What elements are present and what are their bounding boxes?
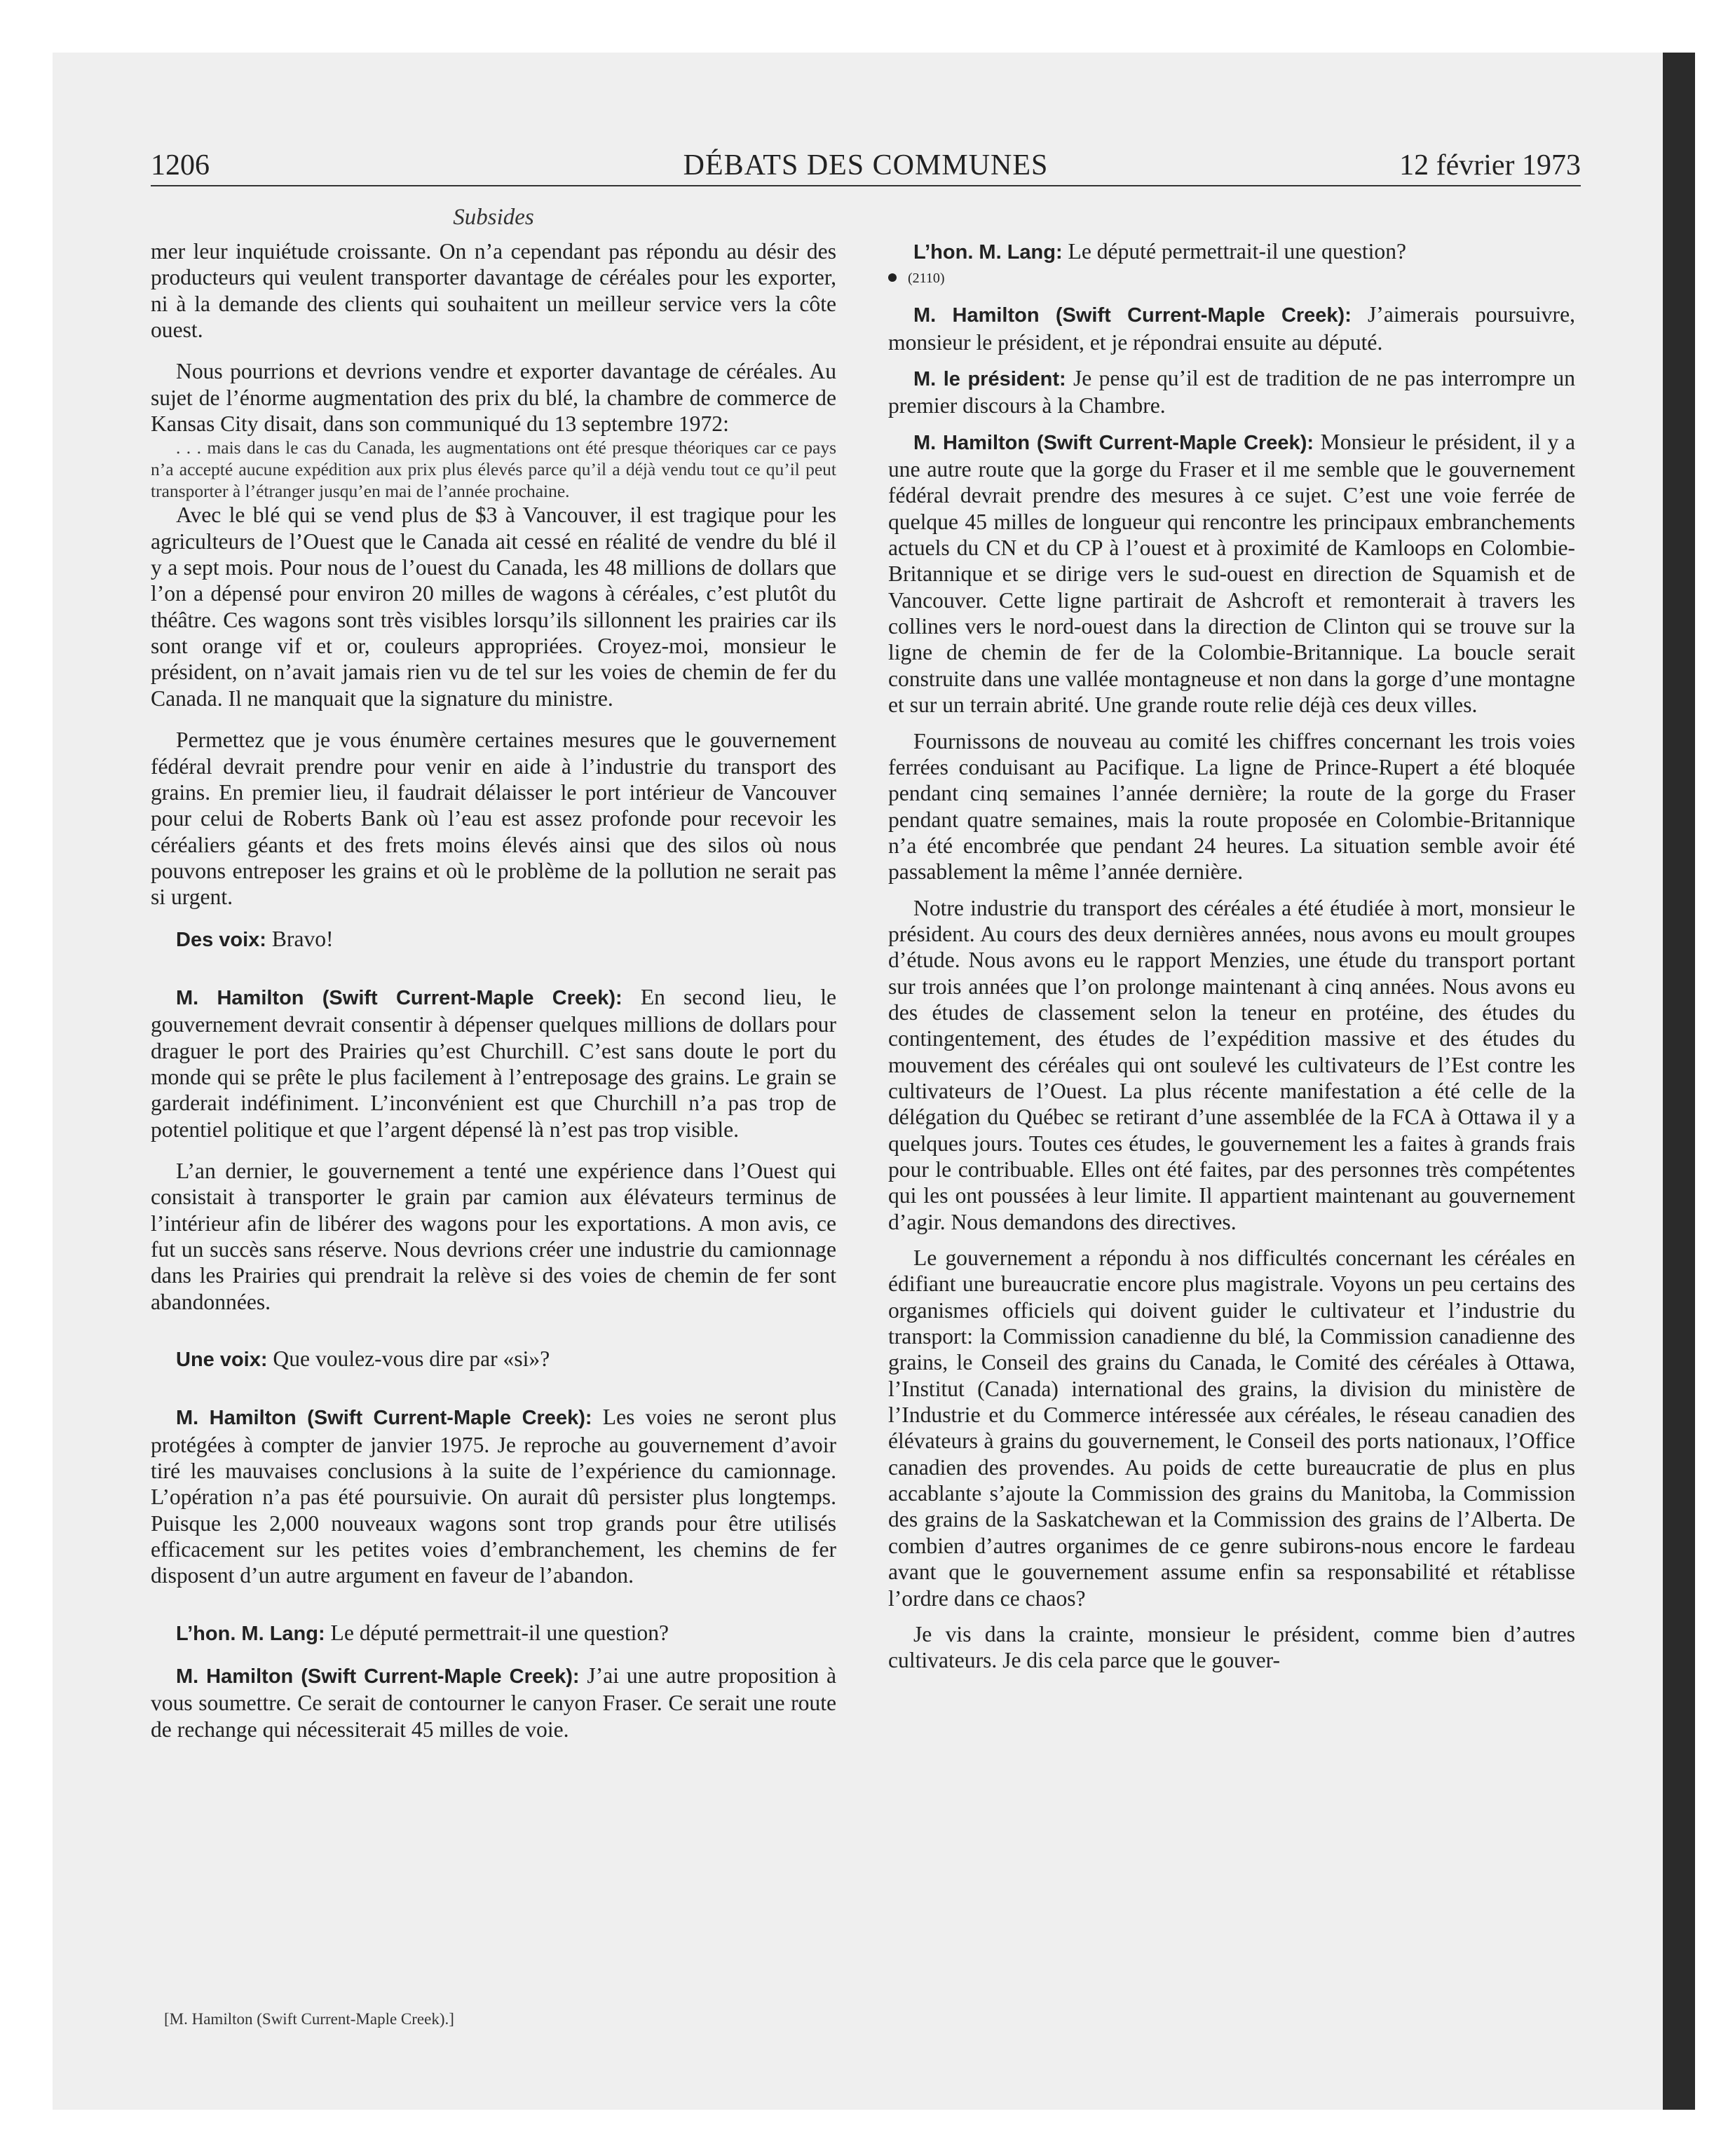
speech-text: Le député permettrait-il une question? xyxy=(1062,239,1407,264)
left-column xyxy=(151,238,836,1742)
speech xyxy=(888,429,1575,718)
scan-edge-shadow xyxy=(1663,53,1695,2110)
speech xyxy=(151,926,836,953)
speech xyxy=(888,301,1575,355)
speech-text: Je pense qu’il est de tradition de ne pas interrompre un premier discours à la Chambre. xyxy=(888,366,1576,418)
time-marker xyxy=(888,266,1575,292)
speech-text: En second lieu, le gouvernement devrait consentir à dépenser quelques millions de dollars pour draguer le port des Prairies qu’est Churchill. C’est sans doute le port du monde qui se prête le plus facilement à l’entreposage des grains. Le grain se garderait indéfiniment. L’inconvénient est que Churchill n’a pas trop de potentiel politique et que l’argent dépensé là n’est pas trop visible. xyxy=(151,984,836,1142)
speech-text: J’aimerais poursuivre, monsieur le président, et je répondrai ensuite au député. xyxy=(888,302,1575,355)
speaker-name: M. Hamilton (Swift Current-Maple Creek): xyxy=(913,431,1314,454)
time-marker-text: (2110) xyxy=(908,271,945,287)
speaker-name: M. le président: xyxy=(913,368,1066,391)
speaker-name: M. Hamilton (Swift Current-Maple Creek): xyxy=(176,1665,580,1688)
speaker-name: Des voix: xyxy=(176,928,266,951)
speech-text: Que voulez-vous dire par «si»? xyxy=(267,1346,550,1372)
speaker-name: M. Hamilton (Swift Current-Maple Creek): xyxy=(176,986,622,1009)
paragraph: L’an dernier, le gouvernement a tenté une expérience dans l’Ouest qui consistait à transporter le grain par camion aux élévateurs terminus de l’intérieur afin de libérer des wagons pour les exportations. A mon avis, ce fut un succès sans réserve. Nous devrions créer une industrie du camionnage dans les Prairies qui prendrait la relève si des voies de chemin de fer sont abandonnées. xyxy=(151,1158,836,1314)
paragraph: Permettez que je vous énumère certaines mesures que le gouvernement fédéral devrait prendre pour venir en aide à l’industrie du transport des grains. En premier lieu, il faudrait délaisser le port intérieur de Vancouver pour celui de Roberts Bank où l’eau est assez profonde pour recevoir les céréaliers géants et des frets moins élevés ainsi que des silos où nous pouvons entreposer les grains et où le problème de la pollution ne serait pas si urgent. xyxy=(151,728,836,910)
page-number: 1206 xyxy=(151,149,210,182)
speech xyxy=(151,1620,836,1647)
page-date: 12 février 1973 xyxy=(1399,149,1581,182)
speech xyxy=(151,984,836,1142)
page-header xyxy=(151,149,1581,186)
block-quote: . . . mais dans le cas du Canada, les augmentations ont été presque théoriques car ce pays n’a accepté aucune expédition aux prix plus élevés parce qu’il a déjà vendu tout ce qu’il peut transporter à l’étranger jusqu’en mai de l’année prochaine. xyxy=(151,437,836,502)
speaker-name: L’hon. M. Lang: xyxy=(176,1622,325,1645)
speech xyxy=(151,1404,836,1588)
speech xyxy=(151,1346,836,1373)
paragraph: Nous pourrions et devrions vendre et exporter davantage de céréales. Au sujet de l’énorme augmentation des prix du blé, la chambre de commerce de Kansas City disait, dans son communiqué du 13 septembre 1972: xyxy=(151,359,836,437)
bullet-icon xyxy=(888,273,897,282)
paragraph: Le gouvernement a répondu à nos difficultés concernant les céréales en édifiant une bureaucratie encore plus magistrale. Voyons un peu certains des organismes officiels qui doivent guider le cultivateur et l’industrie du transport: la Commission canadienne du blé, la Commission canadienne des grains, le Conseil des grains du Canada, le Comité des céréales à Ottawa, l’Institut (Canada) international des grains, la division du ministère de l’Industrie et du Commerce intéressée aux céréales, le réseau canadien des élévateurs à grains du gouvernement, le Conseil des ports nationaux, l’Office canadien des provendes. Au poids de cette bureaucratie de plus en plus accablante s’ajoute la Commission des grains du Manitoba, la Commission des grains de la Saskatchewan et la Commission des grains de l’Alberta. De combien d’autres organimes de ce genre subirons-nous encore le fardeau avant que le gouvernement assume enfin sa responsabilité et rétablisse l’ordre dans ce chaos? xyxy=(888,1246,1575,1611)
speaker-name: M. Hamilton (Swift Current-Maple Creek): xyxy=(176,1407,592,1430)
speaker-footnote: [M. Hamilton (Swift Current-Maple Creek).] xyxy=(164,2010,454,2028)
speaker-name: L’hon. M. Lang: xyxy=(913,241,1063,264)
section-title: Subsides xyxy=(453,205,534,230)
speech xyxy=(888,238,1575,266)
publication-title: DÉBATS DES COMMUNES xyxy=(683,149,1049,182)
speech-text: Le député permettrait-il une question? xyxy=(325,1620,669,1645)
speech-text: J’ai une autre proposition à vous soumettre. Ce serait de contourner le canyon Fraser. Ce serait une route de rechange qui nécessiterait 45 milles de voie. xyxy=(151,1663,836,1742)
speech xyxy=(888,365,1575,419)
paragraph: Je vis dans la crainte, monsieur le président, comme bien d’autres cultivateurs. Je dis cela parce que le gouver- xyxy=(888,1621,1575,1673)
speech-text: Bravo! xyxy=(266,926,334,951)
paragraph: Notre industrie du transport des céréales a été étudiée à mort, monsieur le président. Au cours des deux dernières années, nous avons eu moult groupes d’étude. Nous avons eu le rapport Menzies, une étude du transport portant sur trois années que l’on prolonge maintenant à cinq années. Nous avons eu des études de classement selon la teneur en protéine, des études du contingentement, des études de l’expédition massive et des études du mouvement des céréales qui ont soulevé les cultivateurs de l’Est contre les cultivateurs de l’Ouest. La plus récente manifestation a été celle de la délégation du Québec se retirant d’une assemblée de la FCA à Ottawa il y a quelques jours. Toutes ces études, le gouvernement les a faites à grands frais pour le contribuable. Elles ont été faites, par des personnes très compétentes qui les ont poussées à leur limite. Il appartient maintenant au gouvernement d’agir. Nous demandons des directives. xyxy=(888,895,1575,1234)
speaker-name: Une voix: xyxy=(176,1349,268,1372)
paragraph: Fournissons de nouveau au comité les chiffres concernant les trois voies ferrées conduisant au Pacifique. La ligne de Prince-Rupert a été bloquée pendant cinq semaines l’année dernière; la route de la gorge du Fraser pendant quatre semaines, mais la route proposée en Colombie-Britannique n’a été encombrée que pendant 24 heures. La situation semble avoir été passablement la même l’année dernière. xyxy=(888,728,1575,885)
paragraph: mer leur inquiétude croissante. On n’a cependant pas répondu au désir des producteurs qui veulent transporter davantage de céréales pour les exporter, ni à la demande des clients qui souhaitent un meilleur service vers la côte ouest. xyxy=(151,239,836,343)
speech-text: Monsieur le président, il y a une autre route que la gorge du Fraser et il me semble que le gouvernement fédéral devrait prendre des mesures à ce sujet. C’est une voie ferrée de quelque 45 milles de longueur qui rencontre les principaux embranchements actuels du CN et du CP à l’ouest et à proximité de Kamloops en Colombie-Britannique et se dirige vers le sud-ouest en direction de Squamish et de Vancouver. Cette ligne partirait de Ashcroft et remonterait à travers les collines vers le nord-ouest dans la direction de Clinton qui se trouve sur la ligne de chemin de fer de la Colombie-Britannique. La boucle serait construite dans une vallée montagneuse et non dans la gorge d’une montagne et sur un terrain abrité. Une grande route relie déjà ces deux villes. xyxy=(888,429,1575,718)
paragraph: Avec le blé qui se vend plus de $3 à Vancouver, il est tragique pour les agriculteurs de l’Ouest que le Canada ait cessé en réalité de vendre du blé il y a sept mois. Pour nous de l’ouest du Canada, les 48 millions de dollars que l’on a dépensé pour environ 20 milles de wagons à céréales, c’est plutôt du théâtre. Ces wagons sont très visibles lorsqu’ils sillonnent les prairies car ils sont orange vif et or, couleurs appropriées. Croyez-moi, monsieur le président, on n’avait jamais rien vu de tel sur les voies de chemin de fer du Canada. Il ne manquait que la signature du ministre. xyxy=(151,503,836,711)
right-column xyxy=(888,238,1575,1674)
speaker-name: M. Hamilton (Swift Current-Maple Creek): xyxy=(913,304,1352,327)
speech-text: Les voies ne seront plus protégées à compter de janvier 1975. Je reproche au gouvernement d’avoir tiré les mauvaises conclusions à la suite de l’expérience du camionnage. L’opération n’a pas été poursuivie. On aurait dû persister plus longtemps. Puisque les 2,000 nouveaux wagons sont trop grands pour être utilisés efficacement sur les petites voies d’embranchement, les chemins de fer disposent d’un autre argument en faveur de l’abandon. xyxy=(151,1405,836,1588)
speech xyxy=(151,1663,836,1742)
